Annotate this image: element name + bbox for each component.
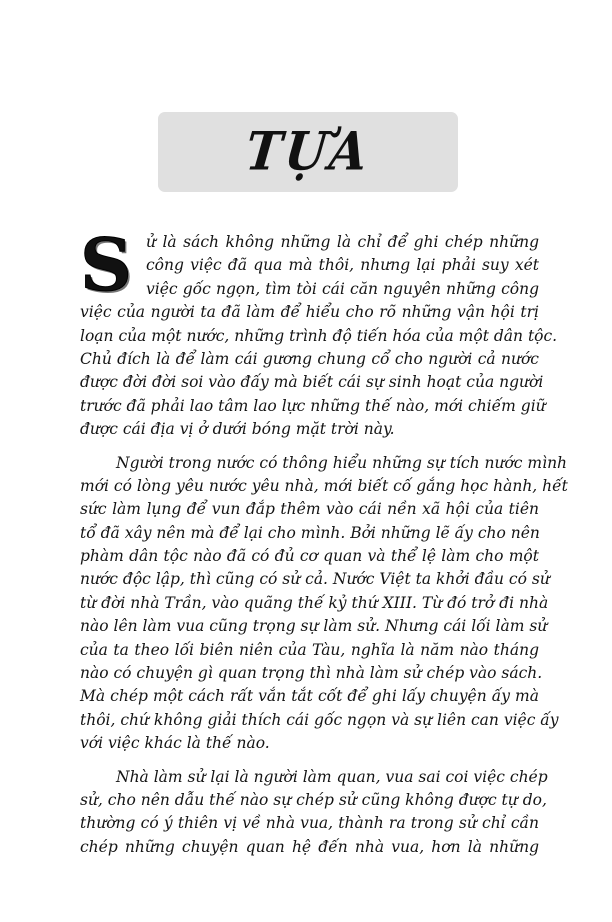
dropcap-letter: S: [80, 222, 132, 307]
text-line: thường có ý thiên vị về nhà vua, thành ra trong sử chỉ cần: [80, 814, 539, 833]
text-line: của ta theo lối biên niên của Tàu, nghĩa là năm nào tháng: [80, 640, 539, 659]
text-line: Người trong nước có thông hiểu những sự tích nước mình: [116, 453, 568, 472]
text-line: với việc khác là thế nào.: [80, 734, 270, 753]
text-line: việc của người ta đã làm để hiểu cho rõ những vận hội trị: [80, 303, 539, 322]
chapter-title: TỰA: [242, 121, 374, 183]
text-line: trước đã phải lao tâm lao lực những thế nào, mới chiếm giữ: [80, 396, 546, 415]
text-line: Mà chép một cách rất vắn tắt cốt để ghi lấy chuyện ấy mà: [80, 687, 539, 706]
text-line: thôi, chứ không giải thích cái gốc ngọn và sự liên can việc ấy: [80, 710, 559, 729]
text-line: được đời đời soi vào đấy mà biết cái sự sinh hoạt của người: [80, 373, 544, 392]
text-line: chép những chuyện quan hệ đến nhà vua, hơn là những: [80, 837, 539, 856]
text-line: Nhà làm sử lại là người làm quan, vua sai coi việc chép: [116, 767, 548, 786]
text-line: việc gốc ngọn, tìm tòi cái căn nguyên những công: [146, 279, 539, 298]
title-banner: [158, 112, 458, 192]
text-line: sử, cho nên dẫu thế nào sự chép sử cũng không được tự do,: [80, 790, 547, 809]
text-line: công việc đã qua mà thôi, nhưng lại phải suy xét: [146, 256, 539, 275]
text-line: nào lên làm vua cũng trọng sự làm sử. Nhưng cái lối làm sử: [80, 617, 548, 636]
text-line: phàm dân tộc nào đã có đủ cơ quan và thể lệ làm cho một: [80, 547, 539, 566]
text-line: loạn của một nước, những trình độ tiến hóa của một dân tộc.: [80, 326, 558, 345]
text-line: được cái địa vị ở dưới bóng mặt trời này.: [80, 420, 395, 439]
paragraph-gap: [80, 756, 539, 766]
body-text: [80, 231, 568, 859]
text-line: từ đời nhà Trần, vào quãng thế kỷ thứ XIII. Từ đó trở đi nhà: [80, 593, 549, 612]
text-line: nước độc lập, thì cũng có sử cả. Nước Việt ta khởi đầu có sử: [80, 570, 550, 589]
text-line: nào có chuyện gì quan trọng thì nhà làm sử chép vào sách.: [80, 664, 543, 683]
paragraph-gap: [80, 442, 539, 452]
text-line: ử là sách không những là chỉ để ghi chép những: [146, 233, 539, 251]
text-line: mới có lòng yêu nước yêu nhà, mới biết cố gắng học hành, hết: [80, 476, 568, 495]
text-line: Chủ đích là để làm cái gương chung cổ cho người cả nước: [80, 349, 539, 368]
text-line: sức làm lụng để vun đắp thêm vào cái nền xã hội của tiên: [80, 500, 539, 519]
text-line: tổ đã xây nên mà để lại cho mình. Bởi những lẽ ấy cho nên: [80, 523, 540, 542]
